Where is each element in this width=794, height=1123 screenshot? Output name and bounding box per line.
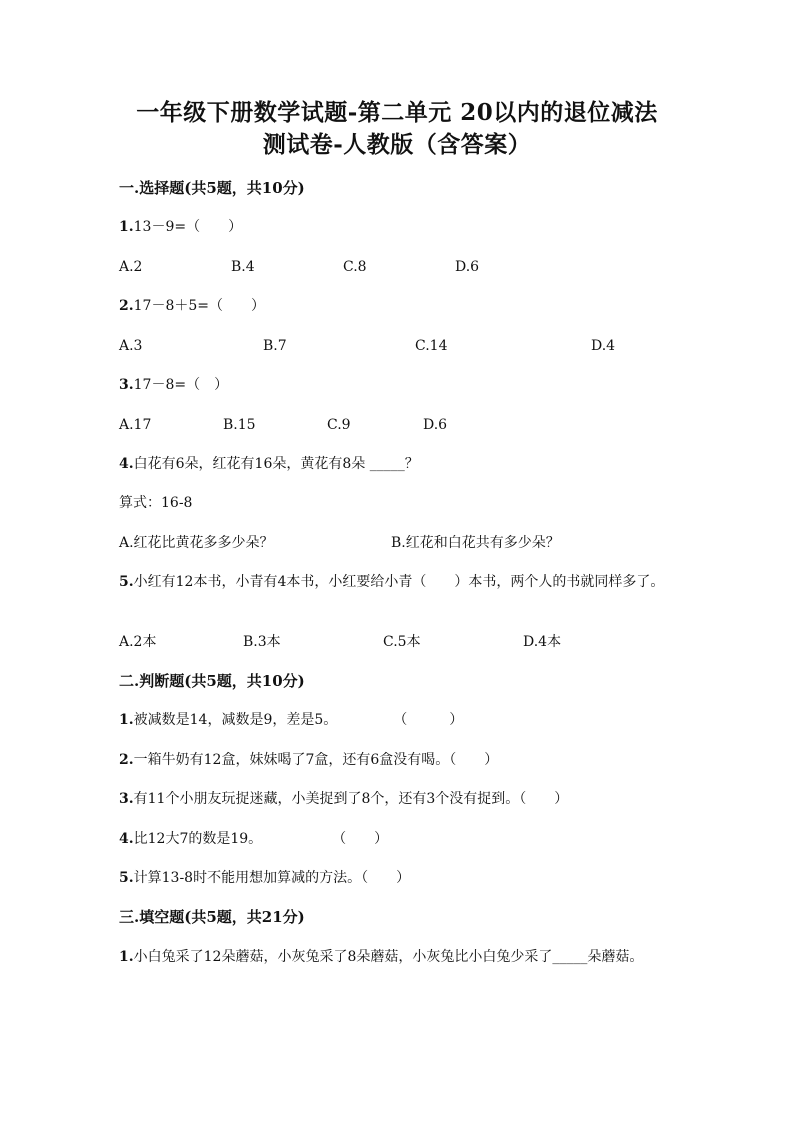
option-b: B.4 (231, 259, 255, 275)
option-c: C.14 (415, 338, 448, 354)
question-4 (119, 454, 419, 474)
question-number: 3. (119, 377, 134, 393)
question-number: 1. (119, 949, 134, 965)
question-text: 13－9=（ ） (133, 219, 243, 235)
question-text: 白花有6朵，红花有16朵，黄花有8朵 _____？ (133, 456, 419, 472)
question-number: 1. (119, 712, 134, 728)
option-b: B.3本 (243, 634, 281, 650)
judgment-item (119, 750, 498, 770)
question-text: 17－8＋5=（ ） (133, 298, 265, 314)
question-number: 2. (119, 752, 134, 768)
section-heading-judgment: 二.判断题(共5题，共10分) (119, 672, 305, 690)
judgment-item (119, 829, 388, 849)
fill-blank-question-1 (119, 947, 675, 967)
judgment-item (119, 868, 410, 888)
option-a: A.红花比黄花多多少朵？ (119, 535, 274, 551)
question-text: 小红有12本书，小青有4本书，小红要给小青（ ）本书，两个人的书就同样多了。 (133, 574, 665, 590)
question-number: 5. (119, 870, 134, 886)
section-heading-choice: 一.选择题(共5题，共10分) (119, 179, 305, 197)
section-heading-fill-blank: 三.填空题(共5题，共21分) (119, 908, 305, 926)
option-c: C.5本 (383, 634, 421, 650)
question-text: 被减数是14，减数是9，差是5。 （ ） (133, 712, 464, 728)
option-d: D.6 (455, 259, 480, 275)
option-c: C.9 (327, 417, 351, 433)
question-number: 3. (119, 791, 134, 807)
option-d: D.4本 (523, 634, 562, 650)
question-number: 5. (119, 574, 134, 590)
question-number: 4. (119, 456, 134, 472)
option-a: A.17 (119, 417, 152, 433)
document-title-line2: 测试卷-人教版（含答案） (262, 131, 532, 158)
question-3 (119, 375, 228, 395)
question-number: 2. (119, 298, 134, 314)
option-a: A.3 (119, 338, 143, 354)
question-2 (119, 296, 265, 316)
judgment-item (119, 789, 568, 809)
question-number: 1. (119, 219, 134, 235)
question-text: 有11个小朋友玩捉迷藏，小美捉到了8个，还有3个没有捉到。（ ） (133, 791, 569, 807)
question-4-formula: 算式：16-8 (119, 495, 193, 511)
question-text: 小白兔采了12朵蘑菇，小灰兔采了8朵蘑菇，小灰兔比小白兔少采了_____朵蘑菇。 (133, 949, 644, 965)
question-text: 计算13-8时不能用想加算减的方法。（ ） (133, 870, 411, 886)
question-text: 一箱牛奶有12盒，妹妹喝了7盒，还有6盒没有喝。（ ） (133, 752, 499, 768)
option-b: B.7 (263, 338, 287, 354)
option-a: A.2本 (119, 634, 157, 650)
option-d: D.4 (591, 338, 616, 354)
question-5 (119, 572, 675, 592)
document-title-line1: 一年级下册数学试题-第二单元 20以内的退位减法 (136, 99, 658, 126)
option-a: A.2 (119, 259, 143, 275)
option-d: D.6 (423, 417, 448, 433)
option-c: C.8 (343, 259, 367, 275)
question-number: 4. (119, 831, 134, 847)
option-b: B.15 (223, 417, 256, 433)
option-b: B.红花和白花共有多少朵？ (391, 535, 560, 551)
question-1 (119, 217, 242, 237)
question-text: 17－8=（ ） (133, 377, 229, 393)
question-text: 比12大7的数是19。 （ ） (133, 831, 389, 847)
judgment-item (119, 710, 463, 730)
